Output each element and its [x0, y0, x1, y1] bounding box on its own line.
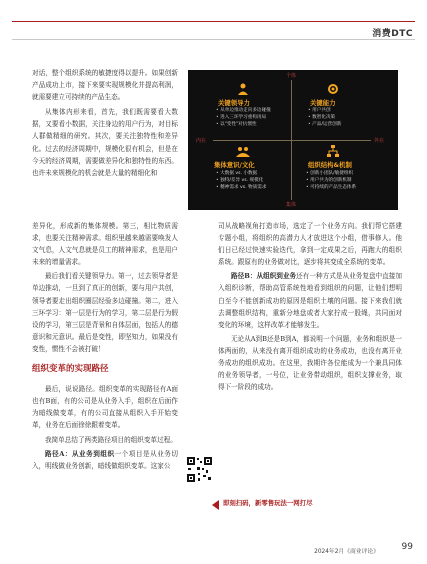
list-item: • 精神需求 vs. 物质需求 — [216, 184, 266, 191]
header-bar — [0, 19, 427, 24]
path-b-text: 还有一种方式是从业务复盘中直接加入组织诊断，帮助高管系统性地看到组织的问题，让他们想明白至今不能创新成功的原因是组织土壤的问题。接下来我们就去调整组织结构，重新分地盘或者大家拧成一股绳，共同面对变化的环境，这样改革才能够发生。 — [218, 272, 403, 329]
axis-label-top: 个体 — [286, 73, 297, 79]
leader-icon — [236, 82, 250, 96]
axis-label-right: 外在 — [374, 138, 385, 144]
paragraph — [218, 270, 402, 330]
list-item: • 以"变性"对抗惯性 — [216, 121, 271, 128]
left-column-lower — [32, 220, 178, 472]
left-column — [32, 67, 178, 179]
quadrant-list-leadership — [216, 107, 271, 128]
page-number: 99 — [401, 542, 413, 552]
quadrant-list-capability — [308, 107, 341, 128]
list-item: • 可持续的产品生态体系 — [306, 184, 356, 191]
path-a-label: 路径A：从业务到组织 — [45, 449, 115, 458]
paragraph: 从集体内形来看，首先，我们既需要看大数据，又要看小数据，关注身边的用户行为，对目标人群做精细的研究。其次，要关注独特性和差异化。过去的经济周期中，规模化很有机会，但是在今天的经济周期，需要做差异化和独特性的东西。也许未来规模化的机会就是大量的精细化和 — [32, 108, 178, 177]
quadrant-title-capability: 关键能力 — [310, 99, 336, 107]
section-heading: 组织变革的实现路径 — [32, 364, 109, 375]
quadrant-list-structure — [306, 170, 356, 191]
paragraph: 对话，整个组织系统的敏捷度得以提升。如果创新产品成功上市，接下来要实现规模化并提高利润，就需要建立可持续的产品生态。 — [32, 69, 178, 102]
list-item: • 用户共为的创新机制 — [306, 177, 356, 184]
axis-label-left: 内在 — [196, 138, 207, 144]
path-a-text: 一个项目是从业务切入，明线做业务创新，暗线做组织变革。这家公 — [32, 449, 179, 470]
structure-icon — [326, 144, 340, 158]
header-divider — [12, 39, 415, 40]
list-item: • 进入三环学习重构再局 — [216, 114, 271, 121]
quadrant-title-culture: 集体意识/文化 — [214, 161, 255, 169]
right-column — [218, 220, 402, 393]
list-item: • 从单边推动走向多边碰撞 — [216, 107, 271, 114]
list-item: • 用户共创 — [308, 107, 341, 114]
axis-label-bottom: 集体 — [286, 202, 297, 208]
list-item: • 大数据 vs. 小数据 — [216, 170, 266, 177]
qr-caption: 即刻扫码，新零售玩法一网打尽 — [223, 499, 313, 507]
section-label: 消费DTC — [372, 29, 413, 39]
organization-quadrant-diagram — [188, 70, 398, 210]
gear-icon — [326, 82, 340, 96]
horizontal-axis — [213, 140, 371, 141]
list-item: • 创新小团队/敏捷组织 — [306, 170, 356, 177]
path-b-label: 路径B：从组织到业务 — [231, 272, 297, 281]
arrow-icon — [212, 500, 219, 510]
paragraph: 我简单总结了两类路径项目的组织变革过程。 — [45, 435, 177, 444]
issue-label: 2024年2月《商业评论》 — [314, 549, 379, 555]
quadrant-list-culture — [216, 170, 266, 191]
paragraph: 无论从A到B还是B到A，都说明一个问题，业务和组织是一体两面的，从来没有离开组织成功的业务成功，也没有离开业务成功的组织成功。在这里，我期许各位能成为一个兼具同体的业务领导者，一号位，让业务带动组织，组织支撑业务，取得下一阶段的成功。 — [218, 334, 402, 392]
paragraph: 最后，说说路径。组织变革的实现路径有A面也有B面，有的公司是从业务入手，组织在后面作为暗线做变革，有的公司直接从组织入手开始变革，业务在后面徐徐跟着变革。 — [32, 385, 178, 430]
paragraph: 司从战略视角打造市场，选定了一个业务方向。我们帮它搭建专题小组，将组织的高潜力人才放进这个小组，借事修人。他们日已经过快速实验迭代，拿到一定成果之后，再跑大的组织系统。跟原有的业务做对比，逐步将其变成全系统的变革。 — [218, 222, 402, 267]
list-item: • 数智化决策 — [308, 114, 341, 121]
list-item: • 独特/差异 vs. 规模化 — [216, 177, 266, 184]
list-item: • 产品/运营创新 — [308, 121, 341, 128]
group-icon — [236, 144, 250, 158]
quadrant-title-leadership: 关键领导力 — [218, 99, 250, 107]
qr-code-icon[interactable] — [186, 456, 213, 483]
paragraph — [32, 448, 178, 472]
paragraph: 最后我们看关键领导力。第一，过去领导者是单边推动，一旦到了真正的创新，要与用户共创，领导者要走出组织圈层经验多边碰撞。第二，进入三环学习：第一层是行为的学习，第二层是行为假设的学习，第三层是背景和自体层面，包括人的德意识和元意识。最后是变性，即坚知力，如果没有变性，惯性不会被打破！ — [32, 272, 178, 353]
paragraph: 差异化，形成新的集体规模。第三，相比物质需求，也要关注精神需求。组织里越来越需要唤发人文气息，人文气息就是员工的精神需求，也是用户未来的增量需求。 — [32, 222, 178, 267]
quadrant-title-structure: 组织结构&机制 — [308, 161, 352, 169]
